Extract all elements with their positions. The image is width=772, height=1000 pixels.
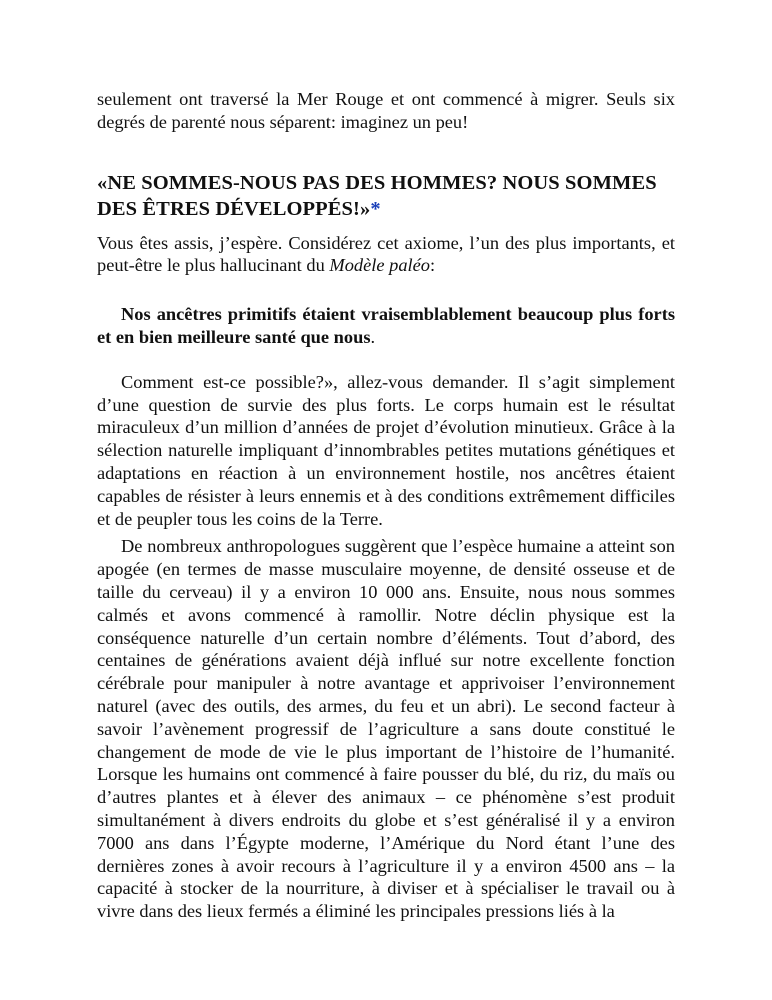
section-heading-text: «NE SOMMES-NOUS PAS DES HOMMES? NOUS SOMMES DES ÊTRES DÉVELOPPÉS!» bbox=[97, 171, 657, 220]
document-page bbox=[97, 88, 675, 923]
section-heading bbox=[97, 170, 675, 222]
model-title-italic: Modèle paléo bbox=[329, 255, 430, 276]
axiom-period: . bbox=[370, 326, 376, 347]
axiom-statement bbox=[97, 303, 675, 349]
body-paragraph-2: De nombreux anthropologues suggèrent que l’espèce humaine a atteint son apogée (en termes de masse musculaire moyenne, de densité osseuse et de taille du cerveau) il y a environ 10 000 ans. Ensuite, nous nous sommes calmés et avons commencé à ramollir. Notre déclin physique est la conséquence naturelle d’un certain nombre d’éléments. Tout d’abord, des centaines de générations avaient déjà influé sur notre excellente fonction cérébrale pour manipuler à notre avantage et apprivoiser l’environnement naturel (avec des outils, des armes, du feu et un abri). Le second facteur à savoir l’avènement progressif de l’agriculture a sans doute constitué le changement de mode de vie le plus important de l’histoire de l’humanité. Lorsque les humains ont commencé à faire pousser du blé, du riz, du maïs ou d’autres plantes et à élever des animaux – ce phénomène s’est produit simultanément à divers endroits du globe et s’est généralisé il y a environ 7000 ans dans l’Égypte moderne, l’Amérique du Nord étant l’une des dernières zones à avoir recours à l’agriculture il y a environ 4500 ans – la capacité à stocker de la nourriture, à diviser et à spécialiser le travail ou à vivre dans des lieux fermés a éliminé les principales pressions liés à la bbox=[97, 536, 675, 922]
paragraph-continuation: seulement ont traversé la Mer Rouge et ont commencé à migrer. Seuls six degrés de parenté nous séparent: imaginez un peu! bbox=[97, 89, 675, 132]
axiom-bold-text: Nos ancêtres primitifs étaient vraisemblablement beaucoup plus forts et en bien meilleure santé que nous bbox=[97, 304, 675, 347]
body-paragraph-1: Comment est-ce possible?», allez-vous demander. Il s’agit simplement d’une question de survie des plus forts. Le corps humain est le résultat miraculeux d’un million d’années de projet d’évolution minutieux. Grâce à la sélection naturelle impliquant d’innombrables petites mutations génétiques et adaptations en réaction à un environnement hostile, nos ancêtres étaient capables de résister à leurs ennemis et à des conditions extrêmement difficiles et de peupler tous les coins de la Terre. bbox=[97, 371, 675, 529]
intro-text: Vous êtes assis, j’espère. Considérez cet axiome, l’un des plus importants, et peut-être le plus hallucinant du bbox=[97, 232, 675, 276]
footnote-marker[interactable]: * bbox=[370, 197, 381, 220]
intro-colon: : bbox=[429, 255, 436, 276]
intro-paragraph bbox=[97, 232, 675, 278]
